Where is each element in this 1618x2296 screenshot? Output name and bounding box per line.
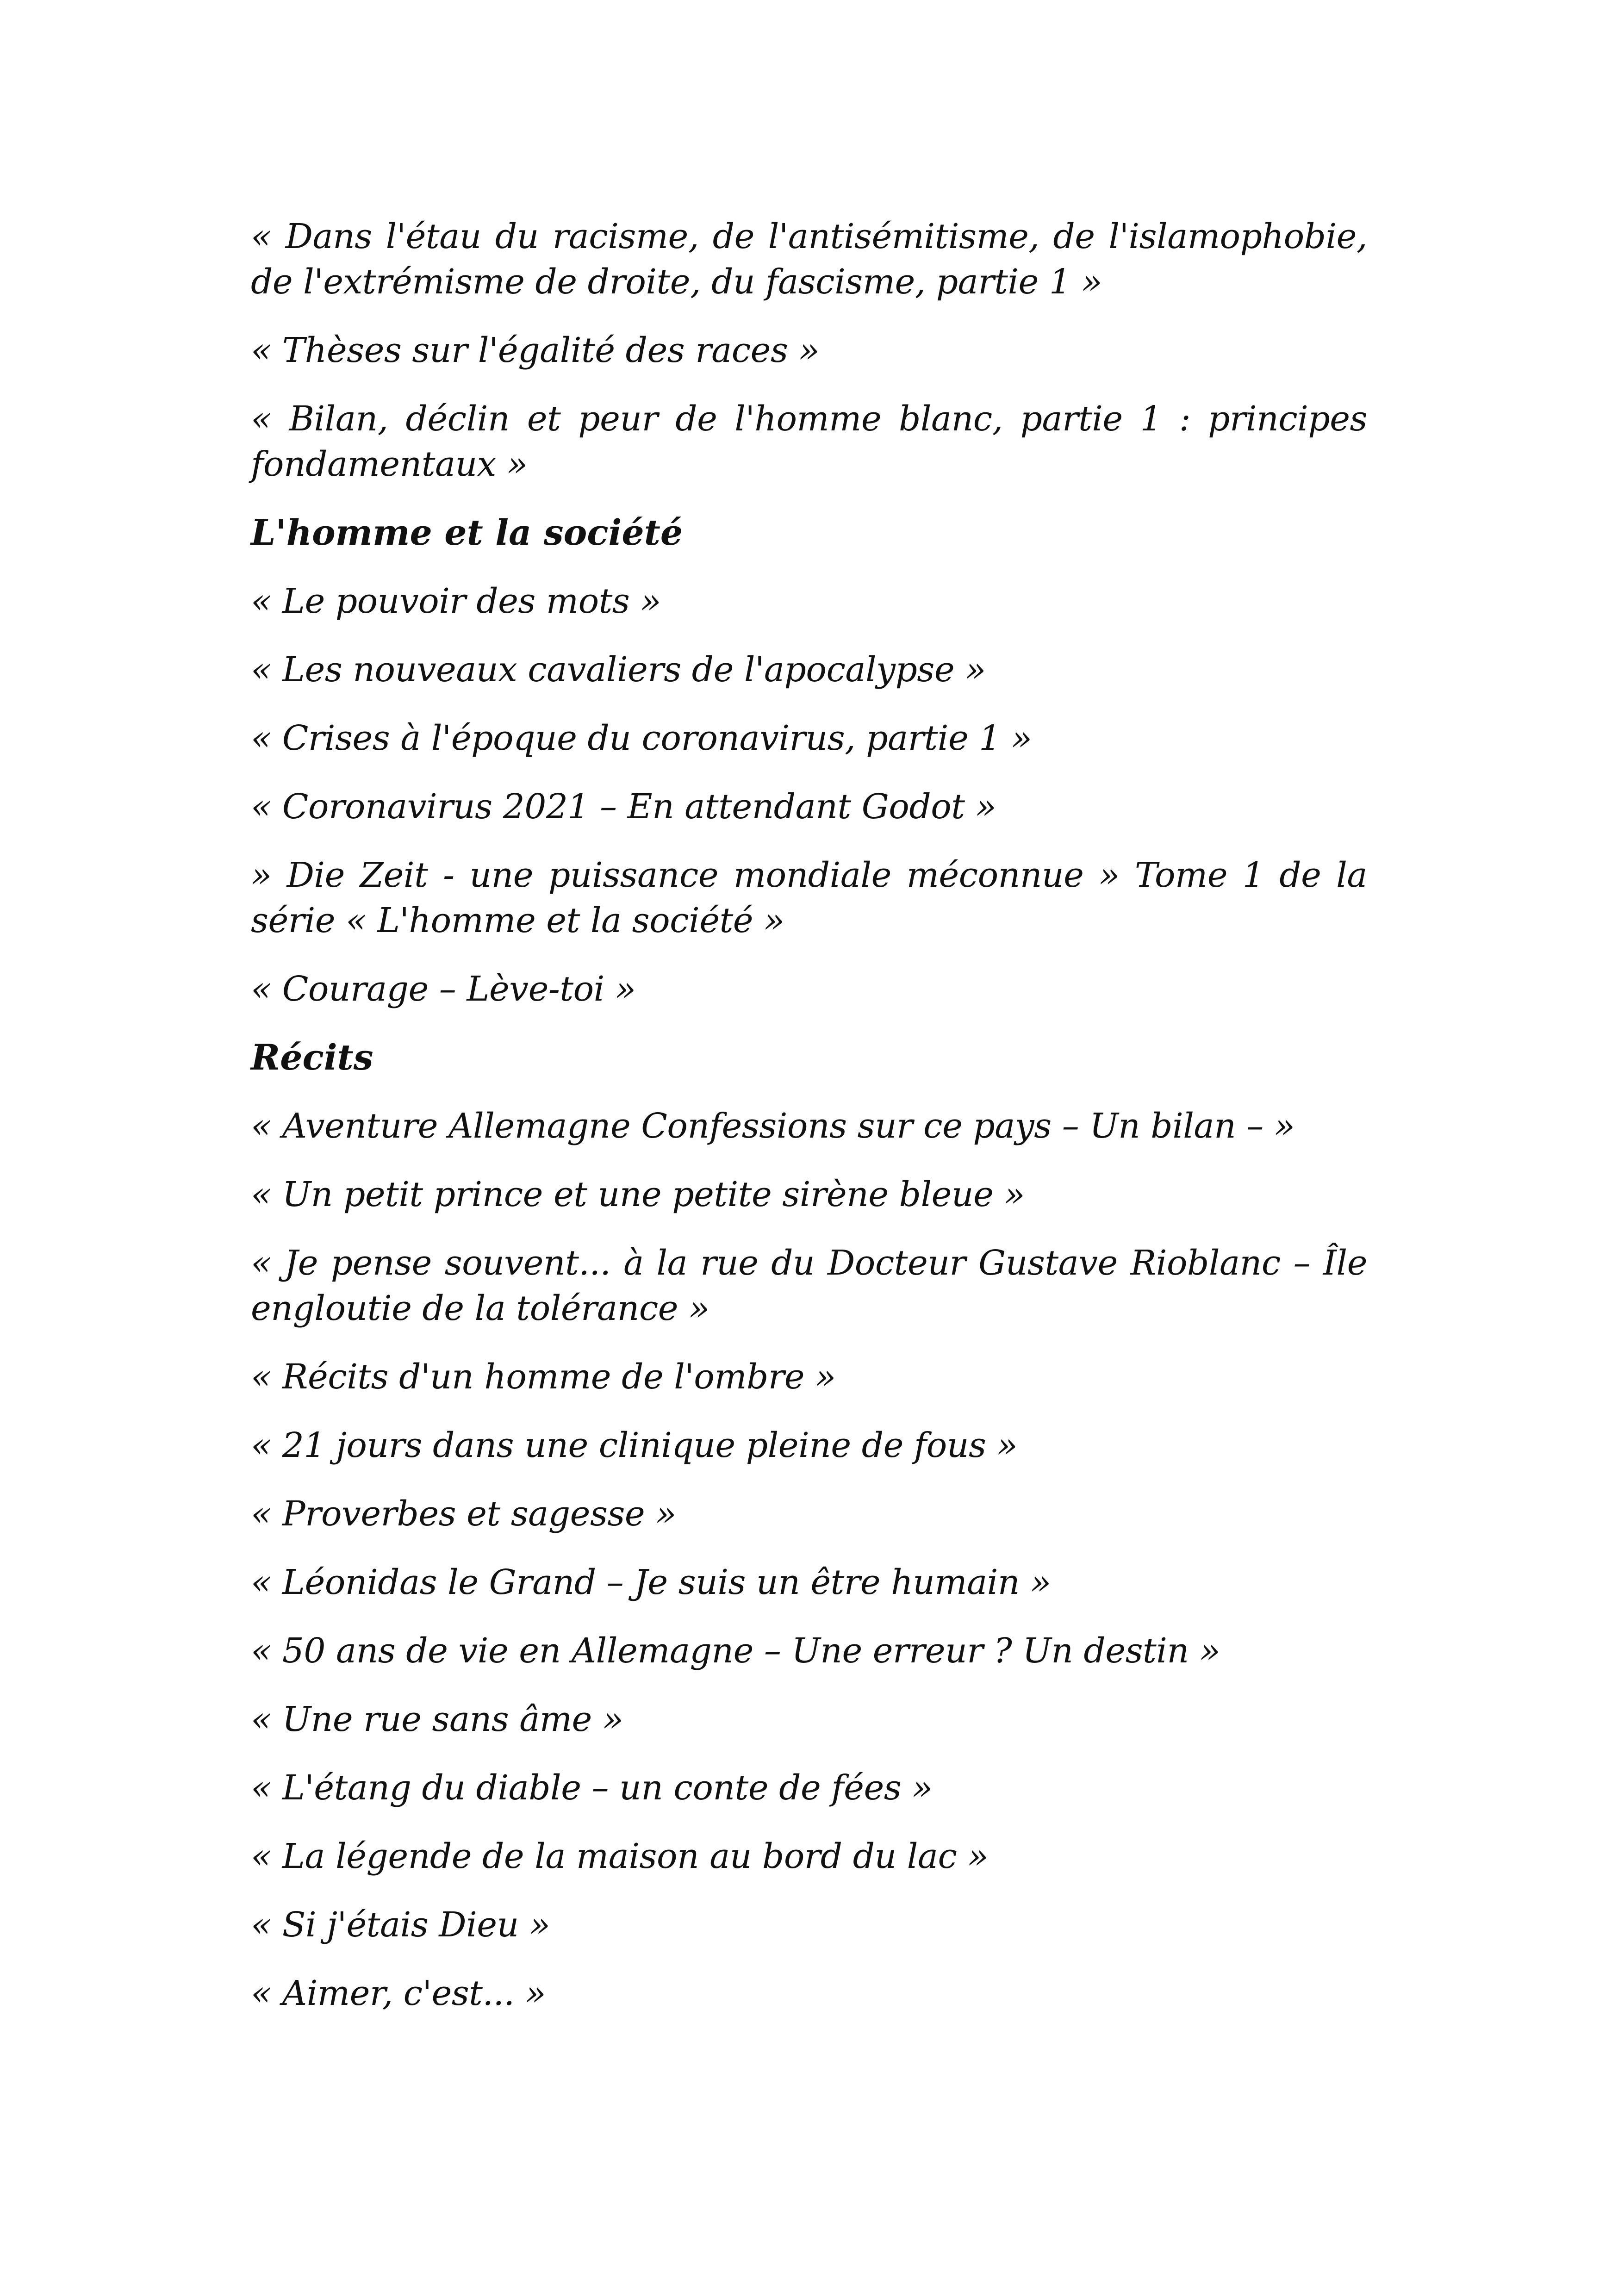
book-title: « Dans l'étau du racisme, de l'antisémitisme, de l'islamophobie, de l'extrémisme de droite, du fascisme, partie 1 » (251, 217, 1367, 302)
book-title: « Thèses sur l'égalité des races » (251, 330, 820, 370)
book-title: « 21 jours dans une clinique pleine de fous » (251, 1425, 1018, 1465)
book-title: « Coronavirus 2021 – En attendant Godot » (251, 787, 996, 827)
book-title: « Le pouvoir des mots » (251, 581, 661, 621)
book-title: « Je pense souvent... à la rue du Docteur Gustave Rioblanc – Île engloutie de la tolérance » (251, 1243, 1367, 1328)
document-page (251, 214, 1367, 2039)
book-title: « Léonidas le Grand – Je suis un être humain » (251, 1562, 1051, 1602)
book-title: « Si j'étais Dieu » (251, 1905, 550, 1945)
book-title: « Courage – Lève-toi » (251, 969, 636, 1009)
book-title: « La légende de la maison au bord du lac » (251, 1836, 989, 1876)
book-title: « Récits d'un homme de l'ombre » (251, 1357, 836, 1397)
book-title: « 50 ans de vie en Allemagne – Une erreur ? Un destin » (251, 1631, 1220, 1671)
book-title: » Die Zeit - une puissance mondiale méconnue » Tome 1 de la série « L'homme et la société » (251, 855, 1367, 940)
book-title: « Aventure Allemagne Confessions sur ce pays – Un bilan – » (251, 1106, 1295, 1146)
book-title: « L'étang du diable – un conte de fées » (251, 1768, 933, 1808)
section-heading-recits: Récits (251, 1037, 373, 1078)
book-title: « Crises à l'époque du coronavirus, partie 1 » (251, 718, 1032, 758)
book-title: « Les nouveaux cavaliers de l'apocalypse » (251, 650, 986, 690)
book-title: « Proverbes et sagesse » (251, 1494, 676, 1534)
book-title: « Bilan, déclin et peur de l'homme blanc, partie 1 : principes fondamentaux » (251, 399, 1367, 484)
book-title: « Une rue sans âme » (251, 1699, 623, 1739)
book-title: « Aimer, c'est... » (251, 1973, 546, 2013)
book-title: « Un petit prince et une petite sirène bleue » (251, 1175, 1025, 1214)
section-heading-society: L'homme et la société (251, 512, 683, 553)
